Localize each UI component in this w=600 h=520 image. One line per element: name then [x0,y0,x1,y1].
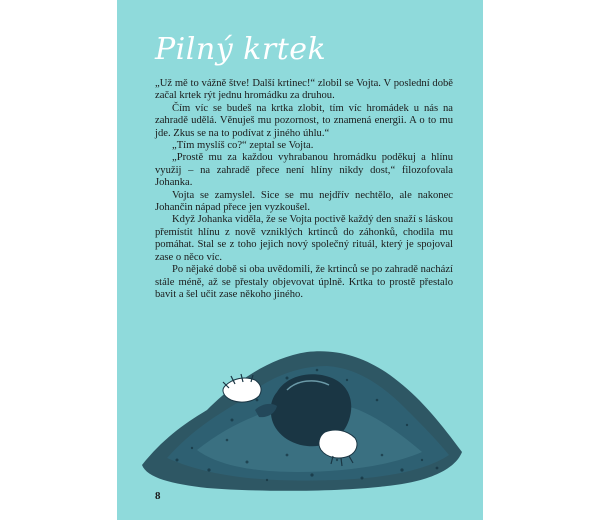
paragraph-7: Po nějaké době si oba uvědomili, že krtinců se po zahradě nachází stále méně, až se přestaly objevovat úplně. Krtka to prostě přestalo bavit a šel učit zase někoho jiného. [155,264,453,300]
mole-in-molehill-icon [137,330,467,495]
paragraph-5: Vojta se zamyslel. Sice se mu nejdřív nechtělo, ale nakonec Johančin nápad přece jen vyzkoušel. [155,189,453,214]
page-title: Pilný krtek [155,32,327,67]
story-text [155,78,453,301]
paragraph-6: Když Johanka viděla, že se Vojta poctivě každý den snaží s láskou přemístit hlínu z nově vzniklých krtinců do záhonků, chodila mu pomáhat. Stal se z toho jejich nový společný rituál, který je spojoval zase o něco víc. [155,214,453,263]
paragraph-4: „Prostě mu za každou vyhrabanou hromádku poděkuj a hlínu využij – na zahradě přece není hlíny nikdy dost,“ filozofovala Johanka. [155,152,453,189]
page-number: 8 [155,490,161,502]
book-page [117,0,483,520]
paragraph-3: „Tím myslíš co?“ zeptal se Vojta. [172,140,314,152]
paragraph-2: Čím víc se budeš na krtka zlobit, tím víc hromádek u nás na zahradě udělá. Věnuješ mu pozornost, to znamená energii. A o to mu jde. Zkus se na to podívat z jiného úhlu.“ [155,102,453,139]
paragraph-1: „Už mě to vážně štve! Další krtinec!“ zlobil se Vojta. V poslední době začal krtek rýt jednu hromádku za druhou. [155,78,453,102]
